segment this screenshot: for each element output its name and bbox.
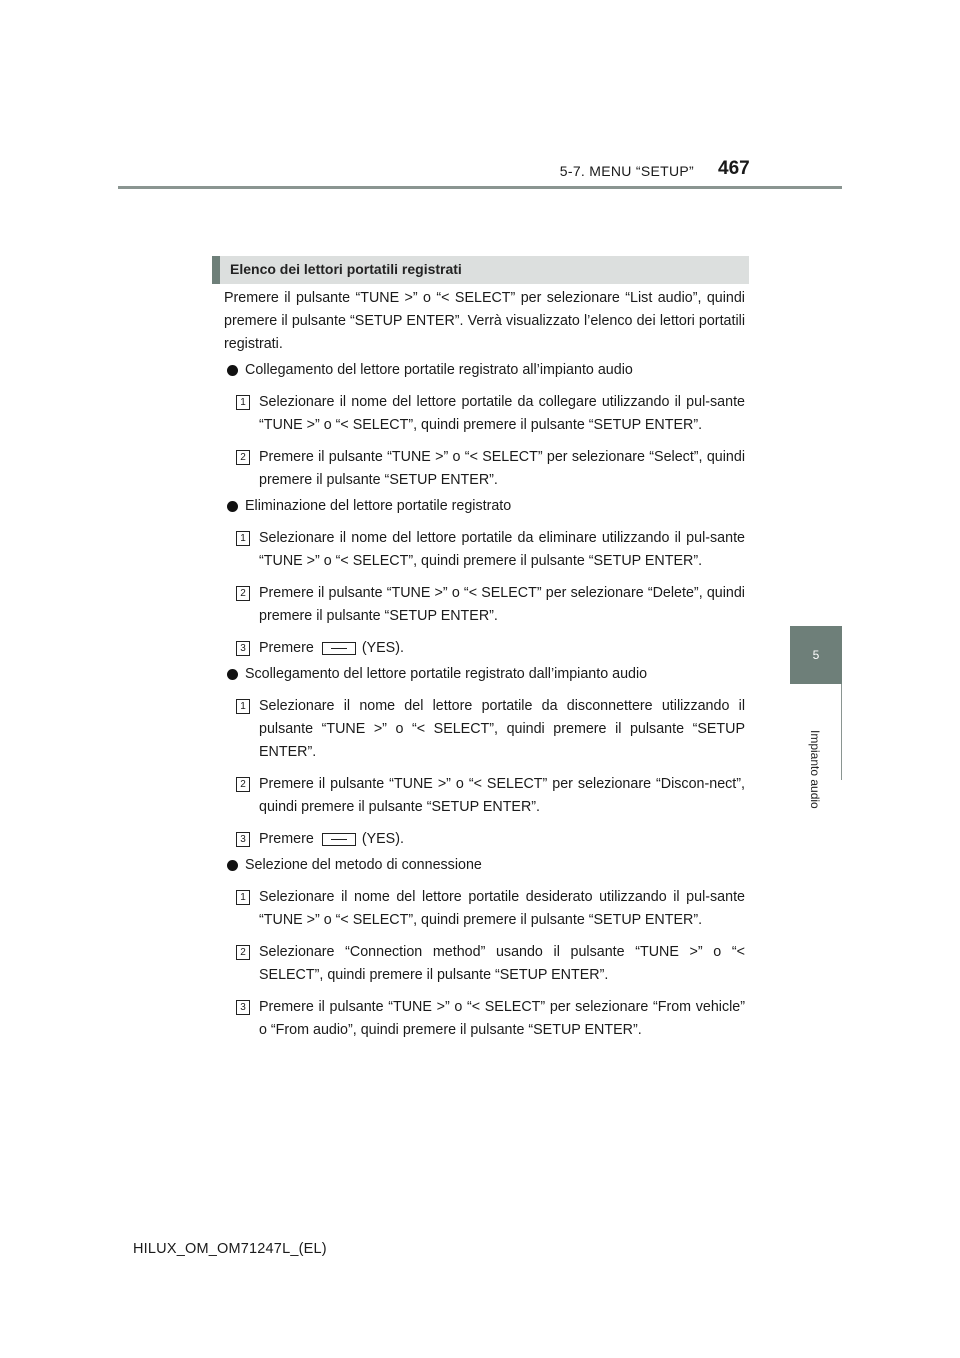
header-section-title: 5-7. MENU “SETUP” [559, 163, 694, 179]
step-text: Selezionare il nome del lettore portatile da collegare utilizzando il pul-sante “TUNE >” o “< SELECT”, quindi premere il pulsante “SETUP ENTER”. [259, 394, 745, 433]
step-number-badge: 2 [236, 777, 250, 792]
procedure-group [224, 359, 745, 492]
step-number-badge: 1 [236, 395, 250, 410]
step-number-badge: 1 [236, 531, 250, 546]
footer-document-code: HILUX_OM_OM71247L_(EL) [133, 1241, 327, 1257]
step-number-badge: 2 [236, 945, 250, 960]
bullet-dot-icon [227, 501, 238, 512]
intro-paragraph: Premere il pulsante “TUNE >” o “< SELECT” per selezionare “List audio”, quindi premere il pulsante “SETUP ENTER”. Verrà visualizzato l’elenco dei lettori portatili registrati. [224, 290, 745, 352]
step-number-badge: 3 [236, 1000, 250, 1015]
chapter-tab-line [841, 684, 842, 780]
step [224, 527, 745, 573]
step [224, 828, 745, 851]
bullet-text: Eliminazione del lettore portatile registrato [245, 498, 512, 514]
bullet-dot-icon [227, 365, 238, 376]
step-number-badge: 1 [236, 699, 250, 714]
bullet-text: Selezione del metodo di connessione [245, 857, 482, 873]
step-number-badge: 1 [236, 890, 250, 905]
step [224, 886, 745, 932]
chapter-tab: 5 [790, 626, 842, 684]
bullet-heading [224, 854, 745, 877]
step-number-badge: 3 [236, 832, 250, 847]
step [224, 773, 745, 819]
step-text: Premere il pulsante “TUNE >” o “< SELECT” per selezionare “Select”, quindi premere il pulsante “SETUP ENTER”. [259, 449, 745, 488]
step-text: Premere il pulsante “TUNE >” o “< SELECT” per selezionare “From vehicle” o “From audio”, quindi premere il pulsante “SETUP ENTER”. [259, 999, 745, 1038]
yes-button-icon [322, 833, 356, 846]
bullet-heading [224, 663, 745, 686]
step [224, 637, 745, 660]
step [224, 941, 745, 987]
step [224, 446, 745, 492]
step-text: Selezionare il nome del lettore portatile da eliminare utilizzando il pul-sante “TUNE >” o “< SELECT”, quindi premere il pulsante “SETUP ENTER”. [259, 530, 745, 569]
procedure-group [224, 663, 745, 851]
yes-button-icon [322, 642, 356, 655]
step-text: Selezionare il nome del lettore portatile da disconnettere utilizzando il pulsante “TUNE >” o “< SELECT”, quindi premere il pulsante “SETUP ENTER”. [259, 698, 745, 760]
bullet-heading [224, 359, 745, 382]
step-number-badge: 3 [236, 641, 250, 656]
step [224, 582, 745, 628]
bullet-heading [224, 495, 745, 518]
chapter-label: Impianto audio [808, 730, 822, 809]
section-heading-bar [212, 256, 749, 284]
step-text: Selezionare “Connection method” usando il pulsante “TUNE >” o “< SELECT”, quindi premere il pulsante “SETUP ENTER”. [259, 944, 745, 983]
header-rule [118, 186, 842, 189]
step [224, 695, 745, 764]
step-text-post: (YES). [361, 640, 404, 656]
step [224, 996, 745, 1042]
section-heading: Elenco dei lettori portatili registrati [230, 261, 462, 277]
procedure-group [224, 495, 745, 660]
step-text: Premere il pulsante “TUNE >” o “< SELECT” per selezionare “Discon-nect”, quindi premere il pulsante “SETUP ENTER”. [259, 776, 745, 815]
bullet-dot-icon [227, 669, 238, 680]
page-number: 467 [718, 158, 750, 179]
step-text: Premere il pulsante “TUNE >” o “< SELECT” per selezionare “Delete”, quindi premere il pulsante “SETUP ENTER”. [259, 585, 745, 624]
bullet-text: Scollegamento del lettore portatile registrato dall’impianto audio [245, 666, 648, 682]
step-number-badge: 2 [236, 450, 250, 465]
bullet-text: Collegamento del lettore portatile registrato all’impianto audio [245, 362, 633, 378]
step-text [259, 637, 745, 660]
step-text: Selezionare il nome del lettore portatile desiderato utilizzando il pul-sante “TUNE >” o “< SELECT”, quindi premere il pulsante “SETUP ENTER”. [259, 889, 745, 928]
step-text-pre: Premere [259, 831, 314, 847]
step-number-badge: 2 [236, 586, 250, 601]
content [224, 287, 745, 1042]
step [224, 391, 745, 437]
step-text-pre: Premere [259, 640, 314, 656]
step-text-post: (YES). [361, 831, 404, 847]
procedure-group [224, 854, 745, 1042]
bullet-dot-icon [227, 860, 238, 871]
step-text [259, 828, 745, 851]
